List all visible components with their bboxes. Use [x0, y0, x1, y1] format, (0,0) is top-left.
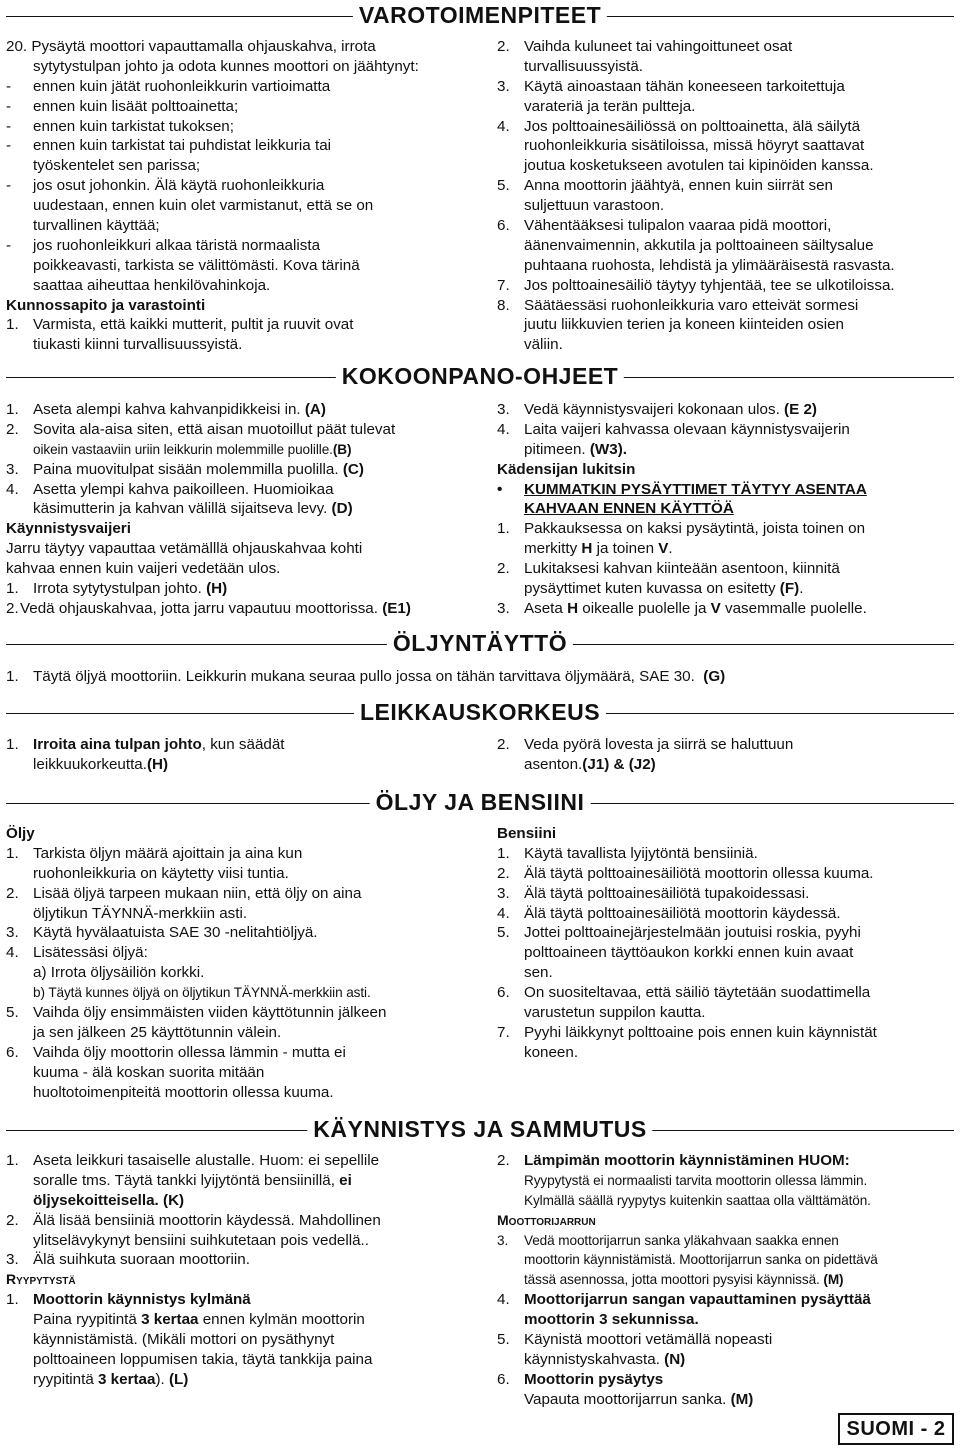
varo-item-text: Vähentääksesi tulipalon vaaraa pidä moottori, — [524, 217, 832, 235]
oljy-item-text: Lisätessäsi öljyä: — [33, 944, 148, 962]
leik-right-column — [497, 735, 955, 775]
figure-ref: (G) — [703, 668, 726, 685]
dash-bullet: - — [6, 117, 12, 135]
kok-item-cont: oikein vastaaviin uriin leikkurin molemmille puolille. — [33, 441, 333, 457]
kok-item-cont: käsimutterin ja kahvan välillä sijaitseva levy. — [33, 500, 328, 518]
kok-item-text: vasemmalle puolelle. — [725, 599, 867, 617]
oljy-item-text: Käytä hyvälaatuista SAE 30 -nelitahtiöljyä. — [33, 924, 318, 942]
item-number: 3. — [497, 884, 510, 902]
subheading-ryypytysta: Ryypytystä — [6, 1271, 76, 1288]
bensiini-item-text: Älä täytä polttoainesäiliötä tupakoidessasi. — [524, 884, 810, 902]
figure-ref: (E 2) — [784, 401, 817, 418]
item-number: 2. — [497, 1152, 510, 1169]
item-number: 1. — [6, 1291, 19, 1309]
stopper-letter: V — [710, 599, 721, 617]
leik-bold-text: Irroita aina tulpan johto — [33, 736, 202, 753]
kay-bold-text: Lämpimän moottorin käynnistäminen HUOM: — [524, 1152, 850, 1169]
oljy-item-cont: a) Irrota öljysäiliön korkki. — [33, 964, 205, 982]
kok-item-text: Vedä käynnistysvaijeri kokonaan ulos. — [524, 401, 780, 418]
kok-item-text: Aseta alempi kahva kahvanpidikkeisi in. — [33, 401, 301, 418]
section-header-oljy-ja-bensiini: ÖLJY JA BENSIINI — [6, 803, 954, 804]
oljy-item-text: Vaihda öljy moottorin ollessa lämmin - mutta ei — [33, 1043, 346, 1061]
item-number: 1. — [6, 736, 19, 753]
kok-item-text: Sovita ala-aisa siten, että aisan muotoillut päät tulevat — [33, 420, 396, 438]
stopper-letter: H — [567, 599, 579, 617]
item-number: 4. — [497, 117, 510, 135]
stopper-letter: H — [581, 540, 593, 558]
varo-item-text: Käytä ainoastaan tähän koneeseen tarkoitettuja — [524, 77, 845, 95]
varo-bullet-text: ennen kuin jätät ruohonleikkurin vartioimatta — [33, 77, 331, 95]
varo-bullet-text: ennen kuin tarkistat tukoksen; — [33, 117, 234, 135]
oljy-item-cont: ruohonleikkuria on käytetty viisi tuntia. — [33, 864, 289, 882]
item-number: 4. — [497, 904, 510, 922]
item-number: 1. — [6, 668, 19, 685]
item-number: 1. — [497, 520, 510, 538]
subheading-moottorijarrun: Moottorijarrun — [497, 1211, 596, 1228]
figure-ref: (A) — [304, 401, 326, 418]
item-number: 4. — [6, 944, 19, 962]
item-number: 6. — [6, 1043, 19, 1061]
section-header-varotoimenpiteet: VAROTOIMENPITEET — [6, 16, 954, 17]
varo-item-text: Jos polttoainesäiliö täytyy tyhjentää, tee se ulkotiloissa. — [524, 276, 895, 294]
varo-bullet-cont: uudestaan, ennen kuin olet varmistanut, että se on — [33, 197, 374, 215]
bensiini-item-cont: varustetun suppilon kautta. — [524, 1004, 706, 1022]
varo-right-column — [497, 37, 955, 355]
item-number: 1. — [497, 844, 510, 862]
figure-ref: (F) — [779, 580, 800, 598]
subheading-oljy: Öljy — [6, 825, 35, 842]
figure-ref: (J1) & (J2) — [582, 755, 656, 773]
kay-item-cont: Ryypytystä ei normaalisti tarvita moottorin ollessa lämmin. — [524, 1172, 868, 1188]
kay-item-cont: ennen kylmän moottorin — [202, 1311, 365, 1329]
item-number: 1. — [6, 401, 19, 418]
kok-item-cont: pitimeen. — [524, 440, 586, 458]
item-number: 1. — [6, 1152, 19, 1169]
kay-item-text: Älä suihkuta suoraan moottoriin. — [33, 1251, 250, 1269]
varo-item-text: Säätäessäsi ruohonleikkuria varo etteivät sormesi — [524, 296, 859, 314]
leik-text: asenton. — [524, 755, 583, 773]
item-number: 3. — [497, 1232, 509, 1248]
kok-paragraph: Jarru täytyy vapauttaa vetämälllä ohjauskahvaa kohti — [6, 540, 363, 558]
kok-item-text: Aseta — [524, 599, 563, 617]
item-number: 4. — [6, 480, 19, 498]
item-number: 2. — [6, 884, 19, 902]
kok-item-cont: merkitty — [524, 540, 578, 558]
item-number: 7. — [497, 1023, 510, 1041]
dash-bullet: - — [6, 97, 12, 115]
varo-left-column — [6, 37, 476, 355]
oljy-item-cont: b) Täytä kunnes öljyä on öljytikun TÄYNNÄ-merkkiin asti. — [33, 985, 371, 1001]
kay-left-column: 1. Aseta leikkuri tasaiselle alustalle. Huom: ei sepellile soralle tms. Täytä tankki lyijytöntä bensiinillä, ei öljysekoitteisella. (K) 2. Älä lisää bensiiniä moottorin käydessä. Mahdollinen ylitselävykynyt bensiini suihkutetaan pois vedellä.. 3. Älä suihkuta suoraan moottoriin. Ryypytystä 1. Moottorin käynnistys kylmänä Paina ryypitintä 3 kertaa ennen kylmän moottorin käynnistämistä. (Mikäli mottori on pysäthynyt polttoaineen loppumisen takia, täytä tankkija paina ryypitintä 3 kertaa). (L) — [6, 1151, 476, 1390]
kay-item-cont: käynnistämistä. (Mikäli mottori on pysäthynyt — [33, 1331, 335, 1349]
kay-bold-text: 3 kertaa — [98, 1370, 156, 1388]
leik-left-column — [6, 735, 476, 775]
kay-item-text: Aseta leikkuri tasaiselle alustalle. Huom: ei sepellile — [33, 1152, 380, 1169]
figure-ref: (N) — [664, 1350, 686, 1368]
kay-item-cont: polttoaineen loppumisen takia, täytä tankkija paina — [33, 1350, 373, 1368]
leik-text: leikkuukorkeutta. — [33, 755, 147, 773]
item-number: 2. — [6, 420, 19, 438]
item-number: 1. — [6, 844, 19, 862]
oljy-item-text: Tarkista öljyn määrä ajoittain ja aina kun — [33, 844, 303, 862]
kay-bold-text: ei — [339, 1171, 352, 1189]
figure-ref: (L) — [168, 1370, 189, 1388]
kay-item-cont: ryypitintä — [33, 1370, 94, 1388]
item-number: 5. — [497, 1331, 510, 1349]
bensiini-item-text: Älä täytä polttoainesäiliötä moottorin ollessa kuuma. — [524, 864, 874, 882]
varo-bullet-cont: poikkeavasti, tarkista se välittömästi. Kova tärinä — [33, 256, 360, 274]
kay-bold-text: 3 kertaa — [141, 1311, 199, 1329]
varo-item-cont: joutua kosketukseen avotulen tai kipinöiden kanssa. — [524, 157, 874, 175]
dash-bullet: - — [6, 236, 12, 254]
leik-text: Veda pyörä lovesta ja siirrä se haluttuun — [524, 736, 794, 753]
varo-bullet-text: jos ruohonleikkuri alkaa täristä normaalista — [33, 236, 321, 254]
kok-item-text: Paina muovitulpat sisään molemmilla puolilla. — [33, 460, 339, 478]
oljy-item-cont: ja sen jälkeen 25 käyttötunnin välein. — [33, 1023, 282, 1041]
item-number: 6. — [497, 984, 510, 1002]
item-number: 8. — [497, 296, 510, 314]
item-number: 3. — [497, 77, 510, 95]
kok-item-text: Vedä ohjauskahvaa, jotta jarru vapautuu moottorissa. — [20, 599, 378, 617]
bensiini-item-text: Älä täytä polttoainesäiliötä moottorin käydessä. — [524, 904, 841, 922]
item-number: 1. — [6, 580, 19, 598]
kay-bold-text: öljysekoitteisella. — [33, 1191, 159, 1209]
item-number: 3. — [497, 599, 510, 617]
oljy-item-cont: huoltotoimenpiteitä moottorin ollessa kuuma. — [33, 1083, 334, 1101]
oljy-left-column — [6, 824, 476, 1102]
bullet-dot: • — [497, 480, 503, 498]
oljy-item-cont: öljytikun TÄYNNÄ-merkkiin asti. — [33, 904, 248, 922]
item-number: 7. — [497, 276, 510, 294]
dash-bullet: - — [6, 77, 12, 95]
item-number: 1. — [6, 316, 19, 334]
varo-item-cont: äänenvaimennin, akkutila ja polttoaineen säiltysalue — [524, 236, 874, 254]
kok-item-text: Lukitaksesi kahvan kiinteään asentoon, kiinnitä — [524, 560, 840, 578]
kay-item-text: Käynistä moottori vetämällä nopeasti — [524, 1331, 773, 1349]
bensiini-item-text: On suositeltavaa, että säiliö täytetään suodattimella — [524, 984, 871, 1002]
kay-item-cont: Vapauta moottorijarrun sanka. — [524, 1390, 727, 1408]
kok-item-text: Asetta ylempi kahva paikoilleen. Huomioikaa — [33, 480, 334, 498]
varo-item-20-line2: sytytystulpan johto ja odota kunnes moottori on jäähtynyt: — [33, 57, 419, 75]
subheading-kaynnistysvaijeri: Käynnistysvaijeri — [6, 520, 131, 538]
varo-item-20-line1: 20. Pysäytä moottori vapauttamalla ohjauskahva, irrota — [6, 38, 376, 55]
varo-bullet-text: ennen kuin lisäät polttoainetta; — [33, 97, 239, 115]
item-number: 2. — [6, 599, 19, 617]
varo-item-cont: ruohonleikkuria sisätiloissa, missä höyryt saattavat — [524, 137, 865, 155]
page-footer-label: SUOMI - 2 — [838, 1413, 954, 1445]
kay-item-cont: ylitselävykynyt bensiini suihkutetaan pois vedellä.. — [33, 1231, 369, 1249]
item-number: 2. — [6, 1211, 19, 1229]
item-number: 5. — [6, 1004, 19, 1022]
oljyntaytto-text: Täytä öljyä moottoriin. Leikkurin mukana seuraa pullo jossa on tähän tarvittava öljymäärä, SAE 30. — [33, 668, 695, 685]
kok-item-text: Pakkauksessa on kaksi pysäytintä, joista toinen on — [524, 520, 866, 538]
varo-bullet-cont: turvallinen käyttää; — [33, 217, 160, 235]
kay-item-cont: moottorin käynnistämistä. Moottorijarrun sanka on pidettävä — [524, 1252, 878, 1268]
item-number: 6. — [497, 1370, 510, 1388]
dash-bullet: - — [6, 177, 12, 195]
stopper-letter: V — [658, 540, 669, 558]
varo-bullet-text: jos osut johonkin. Älä käytä ruohonleikkuria — [33, 177, 325, 195]
kok-left-column — [6, 400, 476, 619]
item-number: 4. — [497, 420, 510, 438]
kok-paragraph: kahvaa ennen kuin vaijeri vedetään ulos. — [6, 560, 281, 578]
figure-ref: (H) — [206, 580, 228, 598]
figure-ref: (B) — [332, 441, 352, 457]
subheading-kunnossapito: Kunnossapito ja varastointi — [6, 296, 206, 314]
varo-item-cont: turvallisuussyistä. — [524, 57, 644, 75]
item-number: 3. — [6, 1251, 19, 1269]
varo-bullet-text: ennen kuin tarkistat tai puhdistat leikkuria tai — [33, 137, 332, 155]
oljy-item-text: Lisää öljyä tarpeen mukaan niin, että öljy on aina — [33, 884, 362, 902]
figure-ref: (D) — [331, 500, 353, 518]
varo-item-cont: tiukasti kiinni turvallisuussyistä. — [33, 336, 243, 354]
kay-bold-text: Moottorin pysäytys — [524, 1370, 664, 1388]
item-number: 4. — [497, 1291, 510, 1309]
bensiini-item-cont: sen. — [524, 964, 553, 982]
item-number: 3. — [6, 924, 19, 942]
varo-item-cont: suljettuun varastoon. — [524, 197, 665, 215]
varo-item-cont: juutu liikkuvien terien ja koneen kiinteiden osien — [524, 316, 844, 334]
oljy-item-cont: kuuma - älä koskan suorita mitään — [33, 1063, 265, 1081]
figure-ref: (K) — [163, 1191, 185, 1209]
varo-item-cont: puhtaana ruohosta, lehdistä ja ylimääräisestä rasvasta. — [524, 256, 895, 274]
figure-ref: (H) — [146, 755, 169, 773]
item-number: 5. — [497, 177, 510, 195]
section-header-leikkauskorkeus: LEIKKAUSKORKEUS — [6, 713, 954, 714]
oljy-item-text: Vaihda öljy ensimmäisten viiden käyttötunnin jälkeen — [33, 1004, 387, 1022]
bensiini-item-text: Jottei polttoainejärjestelmään joutuisi roskia, pyyhi — [524, 924, 861, 942]
varo-item-text: Varmista, että kaikki mutterit, pultit ja ruuvit ovat — [33, 316, 354, 334]
item-number: 2. — [497, 38, 510, 55]
kay-bold-text: moottorin 3 sekunnissa. — [524, 1311, 699, 1329]
kay-item-text: Älä lisää bensiiniä moottorin käydessä. Mahdollinen — [33, 1211, 381, 1229]
kay-bold-text: Moottorin käynnistys kylmänä — [33, 1291, 251, 1309]
subheading-bensiini: Bensiini — [497, 825, 557, 842]
item-number: 3. — [6, 460, 19, 478]
figure-ref: (M) — [730, 1390, 754, 1408]
varo-item-text: Jos polttoainesäiliössä on polttoainetta, älä säilytä — [524, 117, 861, 135]
leik-text: , kun säädät — [201, 736, 285, 753]
bensiini-item-cont: polttoaineen täyttöaukon korkki ennen kuin avaat — [524, 944, 854, 962]
item-number: 3. — [497, 401, 510, 418]
kay-bold-text: Moottorijarrun sangan vapauttaminen pysäyttää — [524, 1291, 871, 1309]
oljyntaytto-body — [6, 667, 956, 687]
dash-bullet: - — [6, 137, 12, 155]
section-header-kokoonpano: KOKOONPANO-OHJEET — [6, 377, 954, 378]
warning-underlined: KUMMATKIN PYSÄYTTIMET TÄYTYY ASENTAA — [524, 480, 867, 498]
kok-item-cont: ja toinen — [596, 540, 655, 558]
kok-item-text: oikealle puolelle ja — [582, 599, 707, 617]
varo-bullet-cont: työskentelet sen parissa; — [33, 157, 201, 175]
kay-item-cont: Paina ryypitintä — [33, 1311, 137, 1329]
bensiini-item-text: Pyyhi läikkynyt polttoaine pois ennen kuin käynnistät — [524, 1023, 877, 1041]
kay-item-cont: tässä asennossa, jotta moottori pysyisi käynnissä. — [524, 1272, 820, 1288]
figure-ref: (C) — [342, 460, 364, 478]
item-number: 2. — [497, 864, 510, 882]
varo-item-text: Anna moottorin jäähtyä, ennen kuin siirrät sen — [524, 177, 833, 195]
kay-item-cont: Kylmällä säällä ryypytys kuitenkin saattaa olla välttämätön. — [524, 1192, 871, 1208]
kok-item-text: Laita vaijeri kahvassa olevaan käynnistysvaijerin — [524, 420, 850, 438]
warning-underlined: KAHVAAN ENNEN KÄYTTÖÄ — [524, 500, 734, 518]
kok-right-column: 3. Vedä käynnistysvaijeri kokonaan ulos. (E 2) 4. Laita vaijeri kahvassa olevaan käynnistysvaijerin pitimeen. (W3). Kädensijan lukitsin • KUMMATKIN PYSÄYTTIMET TÄYTYY ASENTAA KAHVAAN ENNEN KÄYTTÖÄ 1. Pakkauksessa on kaksi pysäytintä, joista toinen on merkitty H ja toinen V. 2. Lukitaksesi kahvan kiinteään asentoon, kiinnitä pysäyttimet kuten kuvassa on esitetty (F). 3. Aseta H oikealle puolelle ja V vasemmalle puolelle. — [497, 400, 955, 619]
bensiini-right-column — [497, 824, 955, 1063]
figure-ref: (E1) — [382, 599, 411, 617]
kay-item-cont: soralle tms. Täytä tankki lyijytöntä bensiinillä, — [33, 1171, 335, 1189]
kok-item-text: Irrota sytytystulpan johto. — [33, 580, 202, 598]
figure-ref: (M) — [823, 1272, 844, 1288]
item-number: 2. — [497, 560, 510, 578]
varo-item-cont: väliin. — [524, 336, 563, 354]
varo-item-text: Vaihda kuluneet tai vahingoittuneet osat — [524, 38, 793, 55]
section-header-oljyntaytto: ÖLJYNTÄYTTÖ — [6, 644, 954, 645]
kay-item-cont: käynnistyskahvasta. — [524, 1350, 660, 1368]
varo-bullet-cont: saattaa aiheuttaa henkilövahinkoja. — [33, 276, 271, 294]
item-number: 5. — [497, 924, 510, 942]
kay-item-text: Vedä moottorijarrun sanka yläkahvaan saakka ennen — [524, 1232, 839, 1248]
item-number: 6. — [497, 217, 510, 235]
kok-item-cont: pysäyttimet kuten kuvassa on esitetty — [524, 580, 776, 598]
bensiini-item-cont: koneen. — [524, 1043, 579, 1061]
subheading-kadensijan-lukitsin: Kädensijan lukitsin — [497, 460, 636, 478]
kay-right-column — [497, 1151, 955, 1410]
varo-item-cont: varateriä ja terän pultteja. — [524, 97, 696, 115]
figure-ref: (W3). — [589, 440, 627, 458]
item-number: 2. — [497, 736, 510, 753]
section-header-kaynnistys: KÄYNNISTYS JA SAMMUTUS — [6, 1130, 954, 1131]
bensiini-item-text: Käytä tavallista lyijytöntä bensiiniä. — [524, 844, 758, 862]
